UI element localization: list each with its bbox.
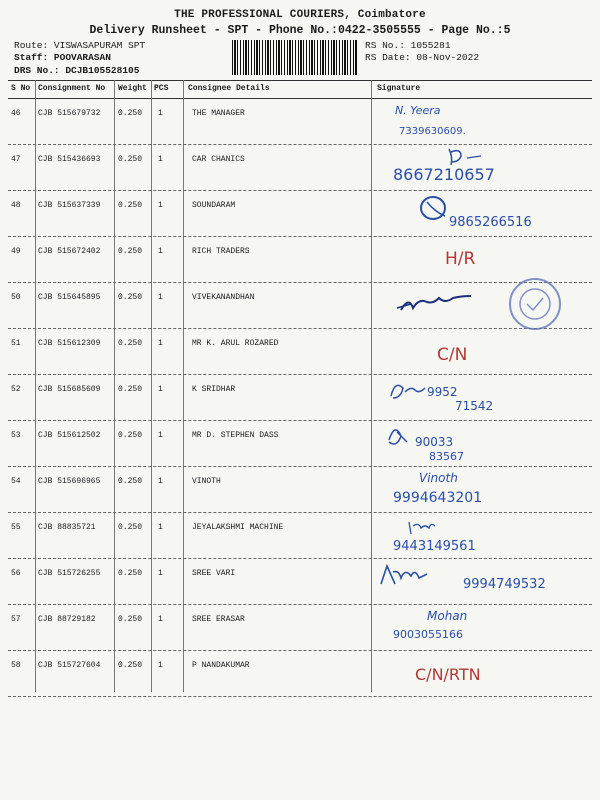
- row-consignee: MR K. ARUL ROZARED: [192, 339, 279, 348]
- rs-date-label: RS Date:: [365, 52, 411, 63]
- rs-no-label: RS No.:: [365, 40, 405, 51]
- rs-date-info: [365, 52, 479, 63]
- col-pcs: PCS: [154, 84, 169, 93]
- row-consignee: MR D. STEPHEN DASS: [192, 431, 279, 440]
- sig-text: 8667210657: [393, 165, 495, 184]
- col-weight: Weight: [118, 84, 147, 93]
- signature-52: [367, 374, 592, 420]
- row-consignment-no: CJB 515727604: [38, 661, 101, 670]
- signature-50: [367, 282, 592, 328]
- row-weight: 0.250: [118, 385, 143, 394]
- row-consignee: VIVEKANANDHAN: [192, 293, 255, 302]
- row-consignee: RICH TRADERS: [192, 247, 250, 256]
- row-consignee: P NANDAKUMAR: [192, 661, 250, 670]
- signature-55: [367, 512, 592, 558]
- row-pcs: 1: [158, 615, 163, 624]
- row-consignee: SOUNDARAM: [192, 201, 236, 210]
- row-weight: 0.250: [118, 201, 143, 210]
- row-sno: 56: [11, 569, 21, 578]
- row-consignment-no: CJB 88729182: [38, 615, 96, 624]
- row-sno: 48: [11, 201, 21, 210]
- table-header: [8, 80, 592, 99]
- row-sno: 46: [11, 109, 21, 118]
- row-consignee: VINOTH: [192, 477, 221, 486]
- row-sno: 47: [11, 155, 21, 164]
- sig-text: 9952: [427, 385, 458, 399]
- row-consignee: JEYALAKSHMI MACHINE: [192, 523, 284, 532]
- row-consignee: CAR CHANICS: [192, 155, 245, 164]
- signature-53: [367, 420, 592, 466]
- drs-info: [14, 65, 139, 76]
- route-info: [14, 40, 145, 51]
- row-weight: 0.250: [118, 661, 143, 670]
- signature-56: [367, 558, 592, 604]
- staff-label: Staff:: [14, 52, 49, 63]
- sig-text: 83567: [429, 450, 464, 463]
- row-pcs: 1: [158, 339, 163, 348]
- sig-text: 9003055166: [393, 628, 463, 641]
- signature-51: [367, 328, 592, 374]
- barcode-image: [232, 40, 358, 75]
- drs-value: DCJB105528105: [65, 65, 140, 76]
- row-pcs: 1: [158, 109, 163, 118]
- sig-text: C/N/RTN: [415, 665, 481, 684]
- row-sno: 53: [11, 431, 21, 440]
- row-consignee: K SRIDHAR: [192, 385, 236, 394]
- sig-text: C/N: [437, 345, 468, 365]
- row-pcs: 1: [158, 247, 163, 256]
- row-consignment-no: CJB 515685609: [38, 385, 101, 394]
- row-sno: 55: [11, 523, 21, 532]
- row-consignee: SREE VARI: [192, 569, 236, 578]
- row-sno: 52: [11, 385, 21, 394]
- runsheet-title: THE PROFESSIONAL COURIERS, Coimbatore: [174, 9, 426, 21]
- route-label: Route:: [14, 40, 49, 51]
- signature-49: [367, 236, 592, 282]
- signature-47: [367, 144, 592, 190]
- row-consignment-no: CJB 88835721: [38, 523, 96, 532]
- route-value: VISWASAPURAM SPT: [53, 40, 146, 51]
- col-sno: S No: [11, 84, 31, 93]
- row-consignment-no: CJB 515645895: [38, 293, 101, 302]
- sig-text: Vinoth: [419, 471, 458, 485]
- row-weight: 0.250: [118, 339, 143, 348]
- rs-date-value: 08-Nov-2022: [416, 52, 480, 63]
- row-pcs: 1: [158, 431, 163, 440]
- row-weight: 0.250: [118, 523, 143, 532]
- row-weight: 0.250: [118, 155, 143, 164]
- row-pcs: 1: [158, 293, 163, 302]
- sig-text: 9865266516: [449, 215, 532, 230]
- row-weight: 0.250: [118, 431, 143, 440]
- col-signature: Signature: [377, 84, 421, 93]
- signature-58: [367, 650, 592, 696]
- row-consignment-no: CJB 515612309: [38, 339, 101, 348]
- row-consignment-no: CJB 515436693: [38, 155, 101, 164]
- row-consignment-no: CJB 515679732: [38, 109, 101, 118]
- signature-48: [367, 190, 592, 236]
- sig-text: 71542: [455, 399, 494, 413]
- row-pcs: 1: [158, 523, 163, 532]
- row-sno: 57: [11, 615, 21, 624]
- row-weight: 0.250: [118, 293, 143, 302]
- row-pcs: 1: [158, 155, 163, 164]
- row-weight: 0.250: [118, 615, 143, 624]
- row-pcs: 1: [158, 477, 163, 486]
- row-sno: 50: [11, 293, 21, 302]
- sig-text: 9994643201: [393, 490, 483, 506]
- row-weight: 0.250: [118, 477, 143, 486]
- staff-value: POOVARASAN: [53, 52, 111, 63]
- col-consignment: Consignment No: [38, 84, 106, 93]
- row-sno: 49: [11, 247, 21, 256]
- sig-text: Mohan: [427, 609, 468, 623]
- sig-text: N. Yeera: [395, 104, 441, 117]
- row-consignment-no: CJB 515612502: [38, 431, 101, 440]
- sig-text: H/R: [445, 249, 476, 269]
- row-consignment-no: CJB 515696965: [38, 477, 101, 486]
- drs-label: DRS No.:: [14, 65, 60, 76]
- sig-text: 9994749532: [463, 577, 546, 592]
- row-weight: 0.250: [118, 109, 143, 118]
- rs-no-value: 1055281: [410, 40, 451, 51]
- row-weight: 0.250: [118, 247, 143, 256]
- row-pcs: 1: [158, 569, 163, 578]
- row-consignee: THE MANAGER: [192, 109, 245, 118]
- sig-text: 9443149561: [393, 539, 476, 554]
- row-sno: 54: [11, 477, 21, 486]
- row-sno: 51: [11, 339, 21, 348]
- row-pcs: 1: [158, 385, 163, 394]
- row-pcs: 1: [158, 661, 163, 670]
- row-consignment-no: CJB 515672402: [38, 247, 101, 256]
- rs-number-info: [365, 40, 451, 51]
- signature-57: [367, 604, 592, 650]
- staff-info: [14, 52, 111, 63]
- sig-text: 7339630609.: [399, 126, 466, 137]
- row-sno: 58: [11, 661, 21, 670]
- col-consignee: Consignee Details: [188, 84, 270, 93]
- runsheet-subtitle: Delivery Runsheet - SPT - Phone No.:0422-3505555 - Page No.:5: [89, 24, 511, 37]
- signature-54: [367, 466, 592, 512]
- signature-46: [367, 98, 592, 144]
- row-pcs: 1: [158, 201, 163, 210]
- row-consignment-no: CJB 515637339: [38, 201, 101, 210]
- row-consignment-no: CJB 515726255: [38, 569, 101, 578]
- row-consignee: SREE ERASAR: [192, 615, 245, 624]
- sig-text: 90033: [415, 435, 454, 449]
- row-weight: 0.250: [118, 569, 143, 578]
